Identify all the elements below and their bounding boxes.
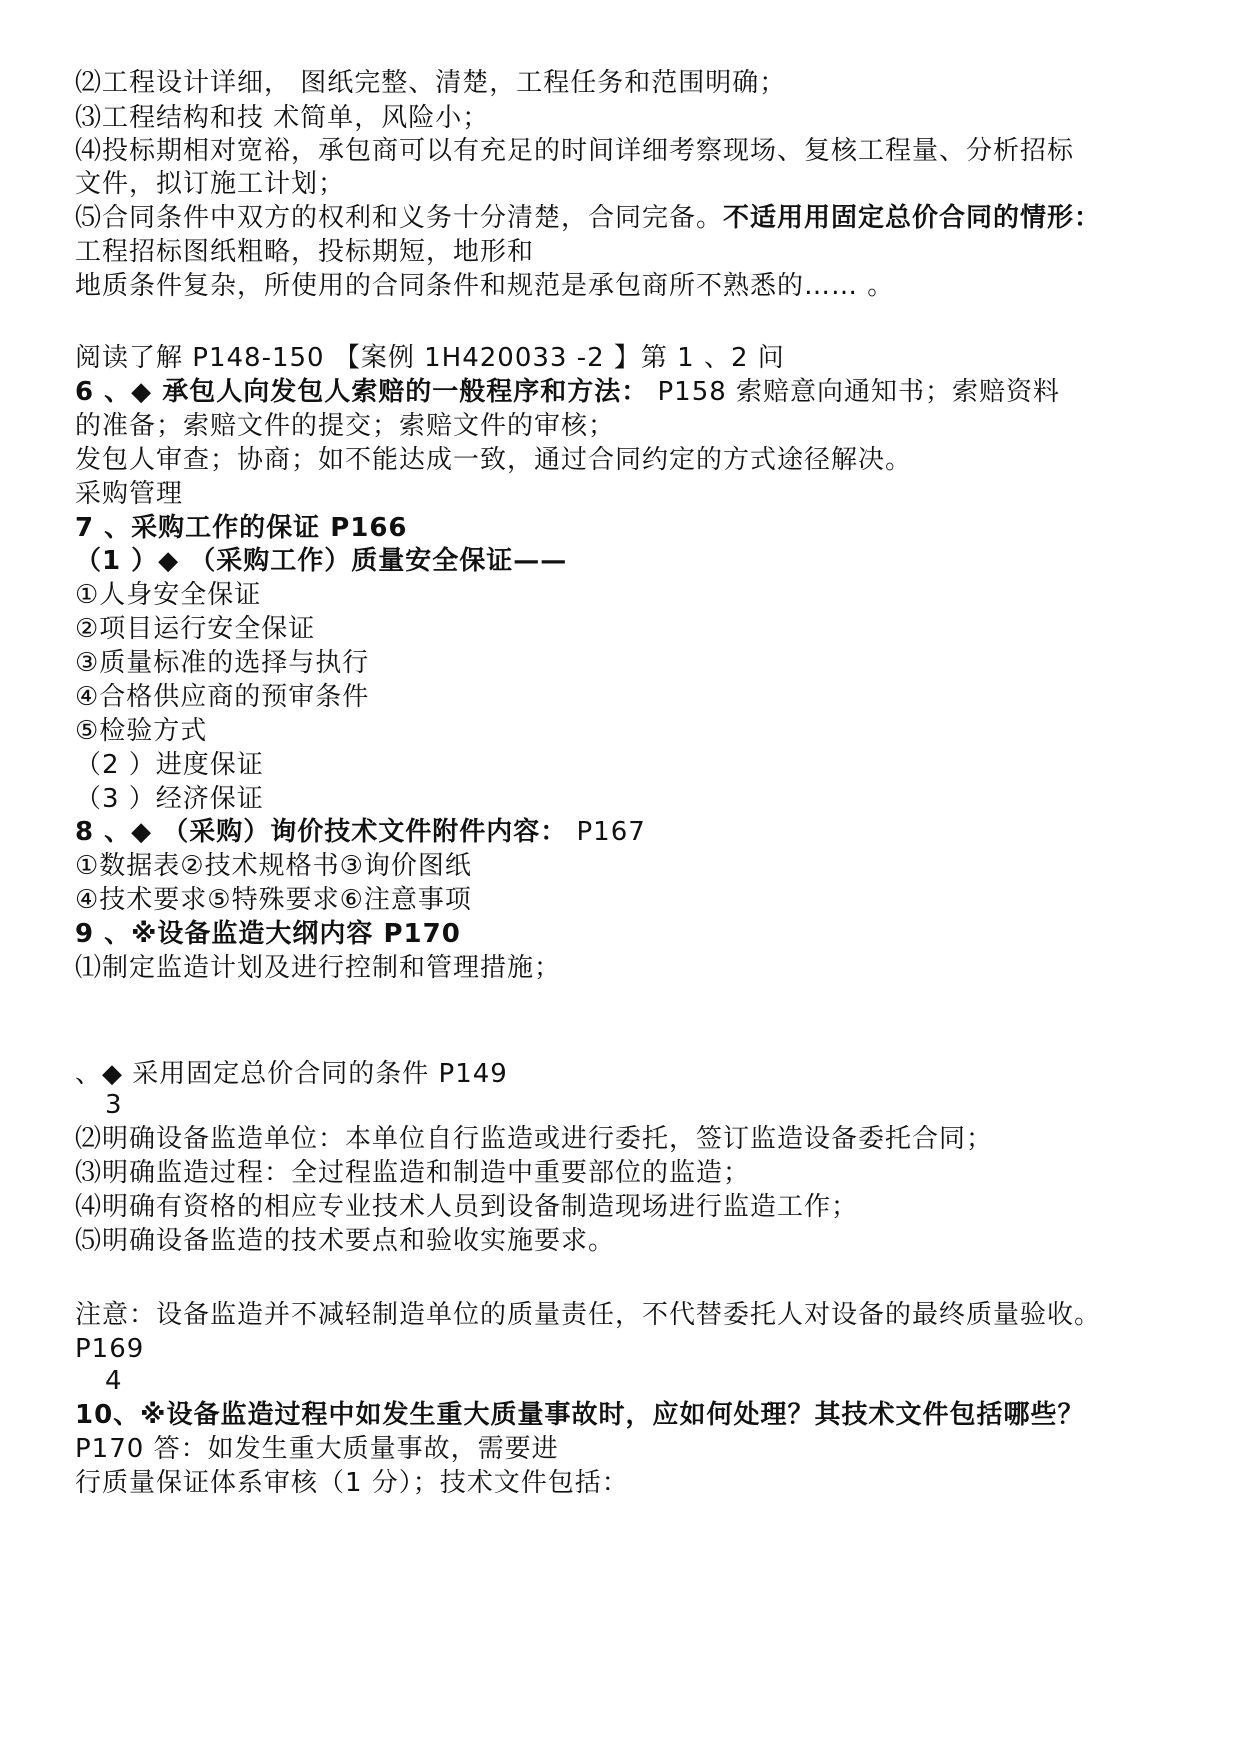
text-line: P169 (75, 1334, 145, 1364)
page-number: 3 (105, 1090, 123, 1120)
list-item: ④合格供应商的预审条件 (75, 682, 370, 712)
text-line: ⑵工程设计详细， 图纸完整、清楚，工程任务和范围明确； (75, 68, 787, 98)
text-line: 采购管理 (75, 479, 184, 509)
list-item: （3 ）经济保证 (75, 784, 264, 814)
section-heading: 7 、采购工作的保证 P166 (75, 513, 408, 543)
list-item: ⑤检验方式 (75, 716, 208, 746)
list-item: ③质量标准的选择与执行 (75, 648, 370, 678)
note-line: 注意：设备监造并不减轻制造单位的质量责任，不代替委托人对设备的最终质量验收。 (75, 1300, 1102, 1330)
text-line: ⑸合同条件中双方的权利和义务十分清楚，合同完备。不适用用固定总价合同的情形： (75, 203, 1102, 233)
list-item: ⑵明确设备监造单位：本单位自行监造或进行委托，签订监造设备委托合同； (75, 1124, 994, 1154)
text-line: 的准备；索赔文件的提交；索赔文件的审核； (75, 411, 616, 441)
text-line: 发包人审查；协商；如不能达成一致，通过合同约定的方式途径解决。 (75, 445, 913, 475)
list-item: ④技术要求⑤特殊要求⑥注意事项 (75, 885, 472, 915)
text-line: 文件，拟订施工计划； (75, 169, 346, 199)
list-item: ⑷明确有资格的相应专业技术人员到设备制造现场进行监造工作； (75, 1192, 859, 1222)
list-item: （2 ）进度保证 (75, 750, 264, 780)
text-line: 行质量保证体系审核（1 分）；技术文件包括： (75, 1468, 629, 1498)
text-line: 工程招标图纸粗略，投标期短，地形和 (75, 237, 535, 267)
list-item: ⑴制定监造计划及进行控制和管理措施； (75, 953, 562, 983)
list-item: ②项目运行安全保证 (75, 614, 316, 644)
text-line: ⑷投标期相对宽裕，承包商可以有充足的时间详细考察现场、复核工程量、分析招标 (75, 136, 1075, 166)
section-heading: 8 、◆ （采购）询价技术文件附件内容： P167 (75, 817, 646, 847)
section-heading: （1 ）◆ （采购工作）质量安全保证—— (75, 546, 568, 576)
text-line: P170 答：如发生重大质量事故，需要进 (75, 1434, 559, 1464)
list-item: ①数据表②技术规格书③询价图纸 (75, 851, 472, 881)
section-heading: 6 、◆ 承包人向发包人索赔的一般程序和方法： P158 索赔意向通知书；索赔资料 (75, 377, 1061, 407)
list-item: ⑸明确设备监造的技术要点和验收实施要求。 (75, 1226, 616, 1256)
text-line: 、◆ 采用固定总价合同的条件 P149 (75, 1059, 508, 1089)
section-heading: 10、※设备监造过程中如发生重大质量事故时，应如何处理？其技术文件包括哪些？ (75, 1400, 1085, 1430)
bold-phrase: 不适用用固定总价合同的情形： (723, 203, 1102, 233)
text-line: 地质条件复杂，所使用的合同条件和规范是承包商所不熟悉的…… 。 (75, 271, 895, 301)
text-line: ⑶工程结构和技 术简单，风险小； (75, 103, 490, 133)
page-number: 4 (105, 1366, 123, 1396)
list-item: ①人身安全保证 (75, 580, 262, 610)
section-heading: 9 、※设备监造大纲内容 P170 (75, 919, 461, 949)
text-line: 阅读了解 P148-150 【案例 1H420033 -2 】第 1 、2 问 (75, 343, 785, 373)
list-item: ⑶明确监造过程：全过程监造和制造中重要部位的监造； (75, 1158, 751, 1188)
